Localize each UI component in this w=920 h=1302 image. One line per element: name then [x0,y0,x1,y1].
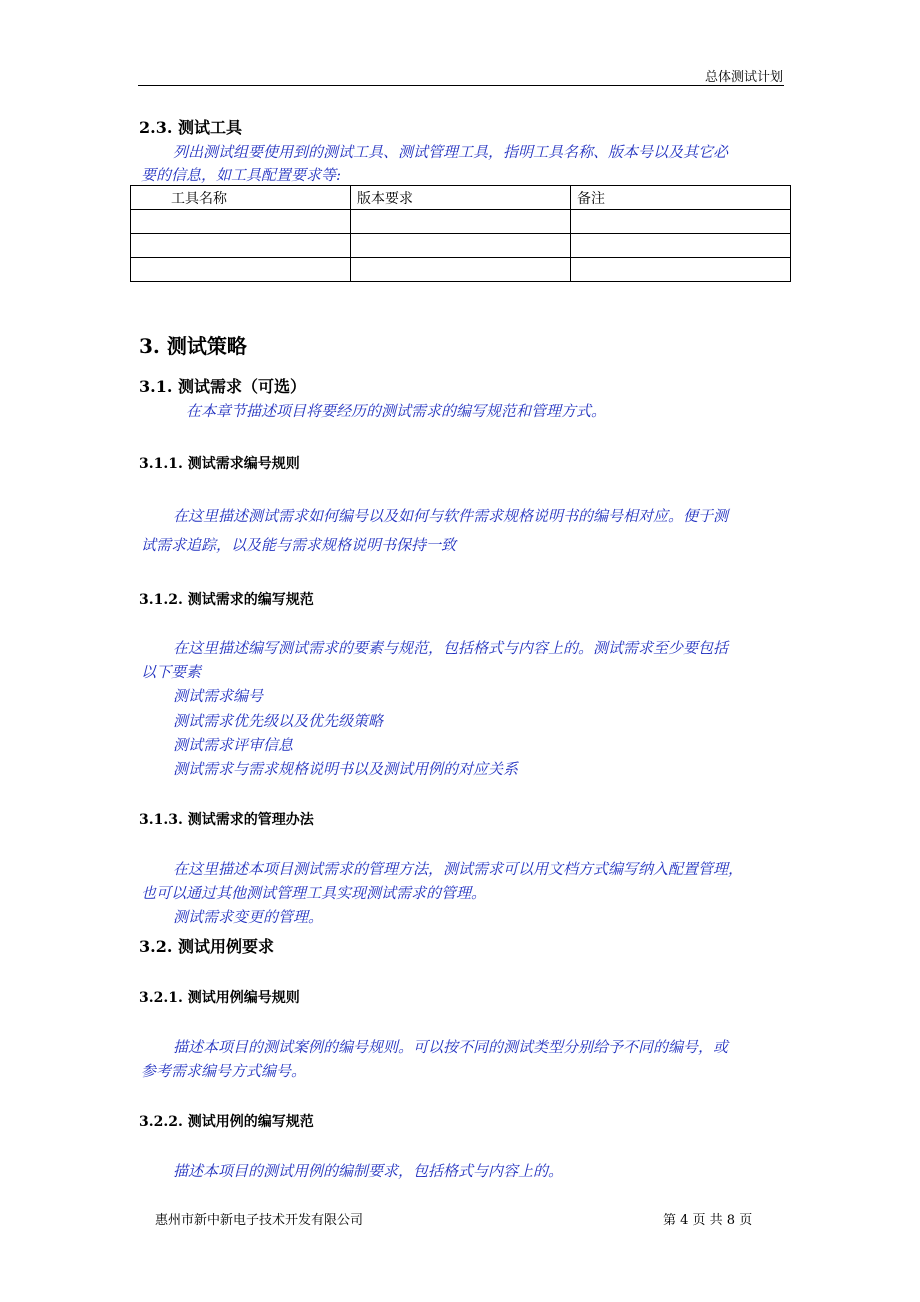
list-item: 测试需求评审信息 [173,736,294,754]
section-3-2-1-line2: 参考需求编号方式编号。 [141,1062,307,1080]
section-3-1-2-heading: 3.1.2. 测试需求的编写规范 [139,592,314,608]
section-3-1-1-heading: 3.1.1. 测试需求编号规则 [139,456,300,472]
section-3-1-heading: 3.1. 测试需求（可选） [139,377,306,396]
header-rule [138,85,784,86]
section-3-2-2-heading: 3.2.2. 测试用例的编写规范 [139,1114,314,1130]
section-2-3-heading: 2.3. 测试工具 [139,118,242,137]
section-2-3-desc-line2: 要的信息，如工具配置要求等: [141,166,342,184]
table-cell [351,234,571,258]
section-3-1-2-line2: 以下要素 [141,663,202,681]
tools-table [130,185,791,282]
table-cell [571,258,791,282]
table-cell [131,258,351,282]
list-item: 测试需求与需求规格说明书以及测试用例的对应关系 [173,760,519,778]
table-row [131,234,791,258]
running-header: 总体测试计划 [704,70,783,85]
section-2-3-desc-line1: 列出测试组要使用到的测试工具、测试管理工具，指明工具名称、版本号以及其它必 [173,143,729,161]
table-header-cell: 工具名称 [131,186,351,210]
section-3-1-desc: 在本章节描述项目将要经历的测试需求的编写规范和管理方式。 [186,402,607,420]
section-3-heading: 3. 测试策略 [139,334,247,358]
section-3-1-3-line3: 测试需求变更的管理。 [173,908,324,926]
footer-page-number: 第 4 页 共 8 页 [663,1213,753,1228]
section-3-1-2-line1: 在这里描述编写测试需求的要素与规范，包括格式与内容上的。测试需求至少要包括 [173,639,729,657]
section-3-1-3-line2: 也可以通过其他测试管理工具实现测试需求的管理。 [141,884,487,902]
table-cell [571,234,791,258]
section-3-1-1-line2: 试需求追踪，以及能与需求规格说明书保持一致 [141,536,457,554]
table-header-row [131,186,791,210]
table-cell [131,234,351,258]
table-header-cell: 备注 [571,186,791,210]
footer-company: 惠州市新中新电子技术开发有限公司 [155,1213,364,1228]
section-3-2-1-line1: 描述本项目的测试案例的编号规则。可以按不同的测试类型分别给予不同的编号，或 [173,1038,729,1056]
table-cell [351,210,571,234]
table-row [131,210,791,234]
section-3-2-2-line1: 描述本项目的测试用例的编制要求，包括格式与内容上的。 [173,1162,564,1180]
list-item: 测试需求优先级以及优先级策略 [173,712,384,730]
section-3-1-3-line1: 在这里描述本项目测试需求的管理方法，测试需求可以用文档方式编写纳入配置管理， [173,860,744,878]
section-3-2-1-heading: 3.2.1. 测试用例编号规则 [139,990,300,1006]
section-3-1-1-line1: 在这里描述测试需求如何编号以及如何与软件需求规格说明书的编号相对应。便于测 [173,507,729,525]
list-item: 测试需求编号 [173,687,264,705]
table-row [131,258,791,282]
table-cell [571,210,791,234]
section-3-2-heading: 3.2. 测试用例要求 [139,937,274,956]
table-cell [351,258,571,282]
table-cell [131,210,351,234]
section-3-1-3-heading: 3.1.3. 测试需求的管理办法 [139,812,314,828]
table-header-cell: 版本要求 [351,186,571,210]
